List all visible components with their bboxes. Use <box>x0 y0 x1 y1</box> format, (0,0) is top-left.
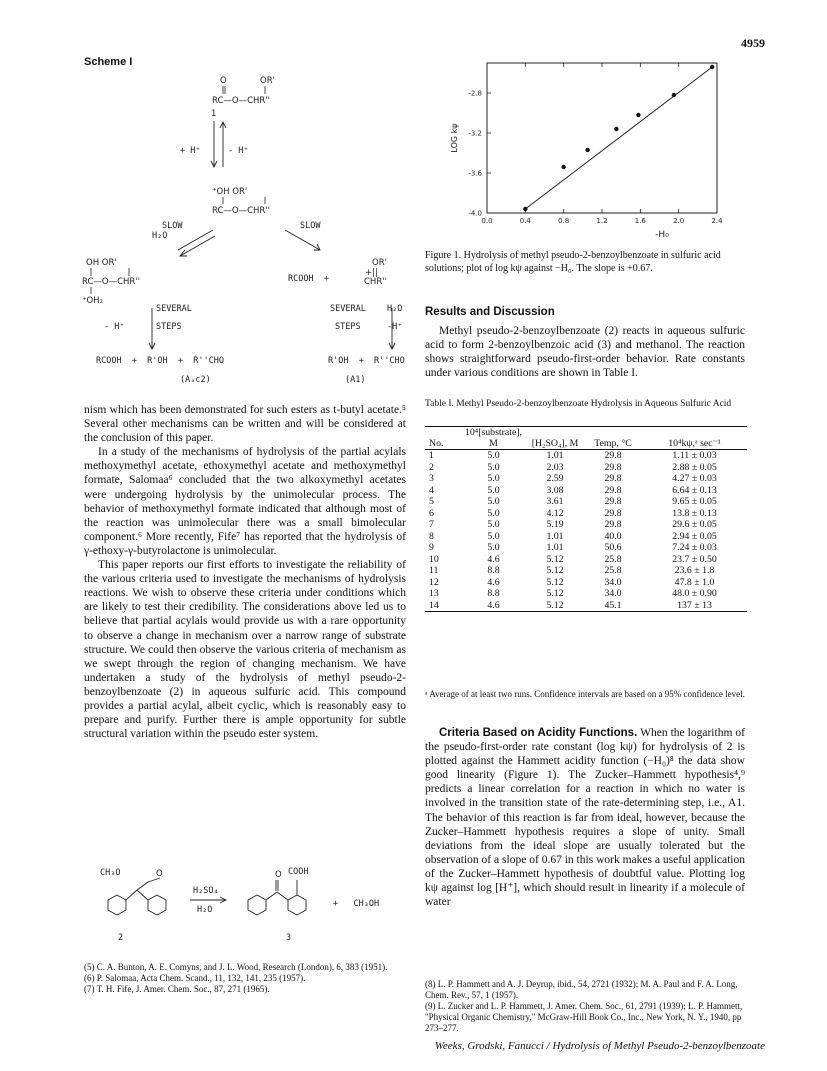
scheme-several-right: SEVERAL <box>330 304 366 314</box>
criteria-heading: Criteria Based on Acidity Functions. <box>439 727 638 739</box>
table-cell: 5.0 <box>487 530 500 542</box>
table-cell: 1.11 ± 0.03 <box>672 450 717 461</box>
reaction-ch3o: CH₃O <box>100 868 121 878</box>
table-cell: 45.1 <box>604 599 622 611</box>
scheme-title: Scheme I <box>84 56 133 68</box>
table-cell: 5.12 <box>546 588 564 599</box>
y-tick-label: -3.6 <box>468 169 482 178</box>
table-cell: 25.8 <box>604 565 622 576</box>
table-cell: 5.19 <box>546 519 564 530</box>
table-cell: 12 <box>429 576 439 588</box>
page-number: 4959 <box>741 36 765 50</box>
data-point <box>672 93 676 97</box>
right-footnotes <box>425 979 745 1034</box>
oxo-or: OR' <box>372 258 387 268</box>
table-cell: 5.12 <box>546 599 564 611</box>
table-row <box>425 565 747 577</box>
scheme-slow-right: SLOW <box>300 221 321 231</box>
table-row <box>425 542 747 554</box>
x-tick-label: 0.0 <box>481 217 493 225</box>
table-cell: 8 <box>429 530 434 542</box>
footnote-6: (6) P. Salomaa, Acta Chem. Scand., 11, 132, 141, 235 (1957). <box>84 973 306 983</box>
table-cell: 4.6 <box>487 576 500 588</box>
y-tick-label: -2.8 <box>468 89 482 98</box>
scheme-label-1: 1 <box>211 109 217 119</box>
table-cell: 5.0 <box>487 450 500 461</box>
reaction-reagent-bottom: H₂O <box>197 905 213 915</box>
x-tick-label: 2.4 <box>711 217 723 225</box>
scheme-label-aac2: (Aₐc2) <box>180 375 211 385</box>
scheme-h2o-right: H₂O <box>387 304 403 314</box>
table-cell: 2.59 <box>546 473 564 484</box>
table-row <box>425 496 747 508</box>
table-row <box>425 577 747 589</box>
table-cell: 29.8 <box>604 484 622 496</box>
table-footnote: ᵃ Average of at least two runs. Confidence intervals are based on a 95% confidence level. <box>425 689 745 699</box>
compound3-carbonyl-o: O <box>275 870 282 880</box>
table-cell: 4 <box>429 484 434 496</box>
struct1-chain: RC—O—CHR'' <box>212 96 271 106</box>
scheme-structures <box>60 66 420 386</box>
table-cell: 29.8 <box>604 507 622 519</box>
table-cell: 3 <box>429 473 434 484</box>
footnote-5: (5) C. A. Bunton, A. E. Comyns, and J. L. Wood, Research (London), 6, 383 (1951). <box>84 962 388 972</box>
table-cell: 2.94 ± 0.05 <box>672 530 717 542</box>
table-cell: 23.6 ± 1.8 <box>674 565 715 576</box>
oxo-plus: +|| <box>365 268 378 278</box>
table-header-no: No. <box>429 438 444 449</box>
reaction-cooh: COOH <box>288 867 309 877</box>
reaction-scheme <box>90 862 410 928</box>
plot-frame <box>487 63 717 213</box>
running-footer: Weeks, Grodski, Fanucci / Hydrolysis of Methyl Pseudo-2-benzoylbenzoate <box>434 1040 765 1052</box>
scheme-products-left: RCOOH + R'OH + R''CHO <box>96 356 224 366</box>
scheme-steps-left: STEPS <box>156 322 182 332</box>
table-cell: 4.6 <box>487 553 500 565</box>
table-cell: 13.8 ± 0.13 <box>672 507 717 519</box>
x-axis-label: -H₀ <box>655 230 669 240</box>
struct-prot-chain: RC—O—CHR'' <box>212 206 271 216</box>
table-cell: 5 <box>429 496 434 507</box>
table-cell: 5.0 <box>487 496 500 507</box>
reaction-label-2: 2 <box>118 933 124 943</box>
table-header-h2so4: [H₂SO₄], M <box>531 438 579 449</box>
scheme-rcooh-plus: RCOOH + <box>288 274 329 284</box>
table-cell: 1.01 <box>546 542 564 553</box>
table-cell: 14 <box>429 599 439 611</box>
oxo-chr: CHR'' <box>364 277 387 287</box>
compound2-lactone-o: O <box>156 869 163 879</box>
table-cell: 23.7 ± 0.50 <box>672 553 717 565</box>
scheme-several-left: SEVERAL <box>156 304 192 314</box>
table-cell: 5.0 <box>487 542 500 553</box>
left-column-text <box>84 403 406 741</box>
table-cell: 137 ± 13 <box>677 599 712 611</box>
compound3-ring-left <box>248 895 266 915</box>
table-cell: 4.27 ± 0.03 <box>672 473 717 484</box>
x-tick-label: 0.8 <box>558 217 570 225</box>
data-point <box>585 148 589 152</box>
x-tick-label: 2.0 <box>673 217 685 225</box>
figure-1-chart <box>425 55 740 245</box>
data-point <box>636 113 640 117</box>
data-point <box>710 65 714 69</box>
table-cell: 29.6 ± 0.05 <box>672 519 717 530</box>
data-point <box>523 207 527 211</box>
table-row <box>425 554 747 566</box>
table-row <box>425 508 747 520</box>
table-cell: 5.12 <box>546 576 564 588</box>
data-point <box>561 165 565 169</box>
compound2-ring-left <box>108 895 126 915</box>
table-cell: 11 <box>429 565 439 576</box>
table-cell: 4.12 <box>546 507 564 519</box>
compound3-ring-right <box>288 895 306 915</box>
footnote-7: (7) T. H. Fife, J. Amer. Chem. Soc., 87, 271 (1965). <box>84 984 270 994</box>
table-cell: 7 <box>429 519 434 530</box>
right-para-1-wrap <box>425 324 745 380</box>
scheme-slow-left: SLOW <box>162 221 183 231</box>
table-header-substrate: 10⁴[substrate], M <box>465 427 523 449</box>
left-para-1: In a study of the mechanisms of hydrolysis of the partial acylals methoxymethyl acetate, ethoxymethyl acetate and methoxymethyl formate, Salomaa⁶ concluded that the two alkoxymethyl acetates were undergoing hydrolysis by the unimolecular process. The behavior of methoxymethyl formate indicated that although most of the reaction was unimolecular there was a small bimolecular component.⁶ More recently, Fife⁷ has reported that the hydrolysis of γ-ethoxy-γ-butyrolactone is unimolecular. <box>84 446 406 557</box>
table-cell: 5.0 <box>487 507 500 519</box>
table-cell: 3.61 <box>546 496 564 507</box>
tetra-oh2: ⁺OH₂ <box>82 296 103 306</box>
data-point <box>614 127 618 131</box>
table-cell: 2 <box>429 461 434 473</box>
table-cell: 29.8 <box>604 450 622 461</box>
scheme-products-right: R'OH + R''CHO <box>328 356 405 366</box>
table-caption: Table I. Methyl Pseudo-2-benzoylbenzoate Hydrolysis in Aqueous Sulfuric Acid <box>425 399 732 409</box>
scheme-h2o-left: H₂O <box>152 231 168 241</box>
table-row <box>425 485 747 497</box>
x-tick-label: 1.2 <box>596 217 608 225</box>
table-cell: 29.8 <box>604 519 622 530</box>
left-para-2: This paper reports our first efforts to investigate the reliability of the various criteria used to investigate the mechanisms of hydrolysis reactions. We wish to observe these criteria under conditions which are likely to test their credibility. The considerations above led us to believe that partial acylals would provide us with a rare opportunity to observe a change in mechanism over a narrow range of substrate structure. We could then observe the various criteria of mechanism as we swept through the region of changing mechanism. We have undertaken a study of the hydrolysis of methyl pseudo-2-benzoylbenzoate (2) in aqueous sulfuric acid. This compound provides a partial acylal, albeit cyclic, which is reasonably easy to prepare and purify. Further there is ample opportunity for subtle structural variation within the pseudo ester system. <box>84 559 406 741</box>
table-wrap <box>425 426 747 612</box>
table-cell: 29.8 <box>604 473 622 484</box>
table-cell: 48.0 ± 0.90 <box>672 588 717 599</box>
table-cell: 2.88 ± 0.05 <box>672 461 717 473</box>
y-tick-label: -3.2 <box>468 129 482 138</box>
table-cell: 3.08 <box>546 484 564 496</box>
reaction-reagent-top: H₂SO₄ <box>193 886 219 896</box>
right-para-2: When the logarithm of the pseudo-first-order rate constant (log kψ) for hydrolysis of 2 is plotted against the Hammett acidity function (−H₀)⁸ the data show good linearity (Figure 1). The Zucker–Hammett hypothesis⁴,⁹ predicts a linear correlation for a reaction in which no water is involved in the transition state of the rate-determining step, i.e., A1. The behavior of this reaction is far from ideal, however, because the Zucker–Hammett hypothesis requires a slope of unity. Small deviations from the ideal slope are usually tolerated but the observation of a slope of 0.67 in this work makes a useful application of the Zucker–Hammett hypothesis of doubtful value. Plotting log kψ against log [H⁺], which should result in linearity if a molecule of water <box>425 727 745 909</box>
scheme-plus-h: + H⁺ <box>180 146 201 156</box>
table-1 <box>425 426 747 612</box>
tetra-oh: OH OR' <box>86 258 117 268</box>
compound2-ring-right <box>148 895 166 915</box>
table-header-temp: Temp, °C <box>594 438 632 449</box>
table-row <box>425 473 747 485</box>
table-cell: 1 <box>429 450 434 461</box>
table-cell: 5.12 <box>546 565 564 576</box>
figure-1-caption: Figure 1. Hydrolysis of methyl pseudo-2-benzoylbenzoate in sulfuric acid solutions; plot of log kψ against −H₀. The slope is +0.67. <box>425 250 721 274</box>
table-cell: 8.8 <box>487 588 500 599</box>
y-tick-label: -4.0 <box>468 209 482 218</box>
footnote-9: (9) L. Zucker and L. P. Hammett, J. Amer. Chem. Soc., 61, 2791 (1939); L. P. Hammett, "Physical Organic Chemistry," McGraw-Hill Book Co., Inc., New York, N. Y., 1940, pp 273–277. <box>425 1001 743 1033</box>
table-cell: 10 <box>429 553 439 565</box>
results-heading: Results and Discussion <box>425 306 555 318</box>
struct1-carbonyl-o: O <box>220 76 227 86</box>
table-cell: 34.0 <box>604 576 622 588</box>
table-cell: 47.8 ± 1.0 <box>674 576 715 588</box>
table-cell: 29.8 <box>604 496 622 507</box>
fit-line <box>525 67 712 209</box>
right-para-2-wrap <box>425 726 745 909</box>
struct1-or: OR' <box>260 76 275 86</box>
table-cell: 5.0 <box>487 473 500 484</box>
table-cell: 9.65 ± 0.05 <box>672 496 717 507</box>
x-tick-label: 0.4 <box>519 217 531 225</box>
table-cell: 29.8 <box>604 461 622 473</box>
table-cell: 40.0 <box>604 530 622 542</box>
table-row <box>425 462 747 474</box>
struct-prot-oh: ⁺OH OR' <box>212 187 248 197</box>
tetra-chain: RC—O—CHR'' <box>82 277 141 287</box>
table-cell: 5.0 <box>487 484 500 496</box>
table-cell: 5.0 <box>487 461 500 473</box>
table-cell: 8.8 <box>487 565 500 576</box>
left-col-top: nism which has been demonstrated for such esters as t-butyl acetate.⁵ Several other mechanisms can be written and will be considered at the conclusion of this paper. <box>84 404 406 445</box>
table-row <box>425 531 747 543</box>
table-cell: 1.01 <box>546 530 564 542</box>
right-para-1: Methyl pseudo-2-benzoylbenzoate (2) reacts in aqueous sulfuric acid to form 2-benzoylbenzoic acid (3) and methanol. The reaction shows straightforward pseudo-first-order behavior. Rate constants under various conditions are shown in Table I. <box>425 325 745 380</box>
table-body <box>425 450 747 612</box>
table-cell: 50.6 <box>604 542 622 553</box>
table-cell: 5.12 <box>546 553 564 565</box>
table-cell: 9 <box>429 542 434 553</box>
table-cell: 4.6 <box>487 599 500 611</box>
reaction-label-3: 3 <box>286 933 292 943</box>
table-cell: 6.64 ± 0.13 <box>672 484 717 496</box>
table-cell: 25.8 <box>604 553 622 565</box>
scheme-label-a1: (A1) <box>345 375 366 385</box>
table-cell: 6 <box>429 507 434 519</box>
table-row <box>425 450 747 462</box>
left-footnotes <box>84 962 406 995</box>
table-cell: 1.01 <box>546 450 564 461</box>
table-cell: 7.24 ± 0.03 <box>672 542 717 553</box>
scheme-minus-h-right: -H⁺ <box>387 322 403 332</box>
table-header-k: 10⁴kψ,ᵃ sec⁻¹ <box>668 438 721 449</box>
table-cell: 2.03 <box>546 461 564 473</box>
x-tick-label: 1.6 <box>634 217 646 225</box>
table-row <box>425 588 747 600</box>
table-cell: 34.0 <box>604 588 622 599</box>
table-cell: 13 <box>429 588 439 599</box>
scheme-minus-h-left: - H⁺ <box>104 322 125 332</box>
table-row <box>425 600 747 612</box>
footnote-8: (8) L. P. Hammett and A. J. Deyrup, ibid., 54, 2721 (1932); M. A. Paul and F. A. Long, Chem. Rev., 57, 1 (1957). <box>425 979 738 1000</box>
y-axis-label: LOG kψ <box>450 123 459 153</box>
scheme-steps-right: STEPS <box>335 322 361 332</box>
scheme-minus-h: - H⁺ <box>228 146 249 156</box>
reaction-plus-methanol: + CH₃OH <box>333 899 380 909</box>
table-cell: 5.0 <box>487 519 500 530</box>
table-row <box>425 519 747 531</box>
